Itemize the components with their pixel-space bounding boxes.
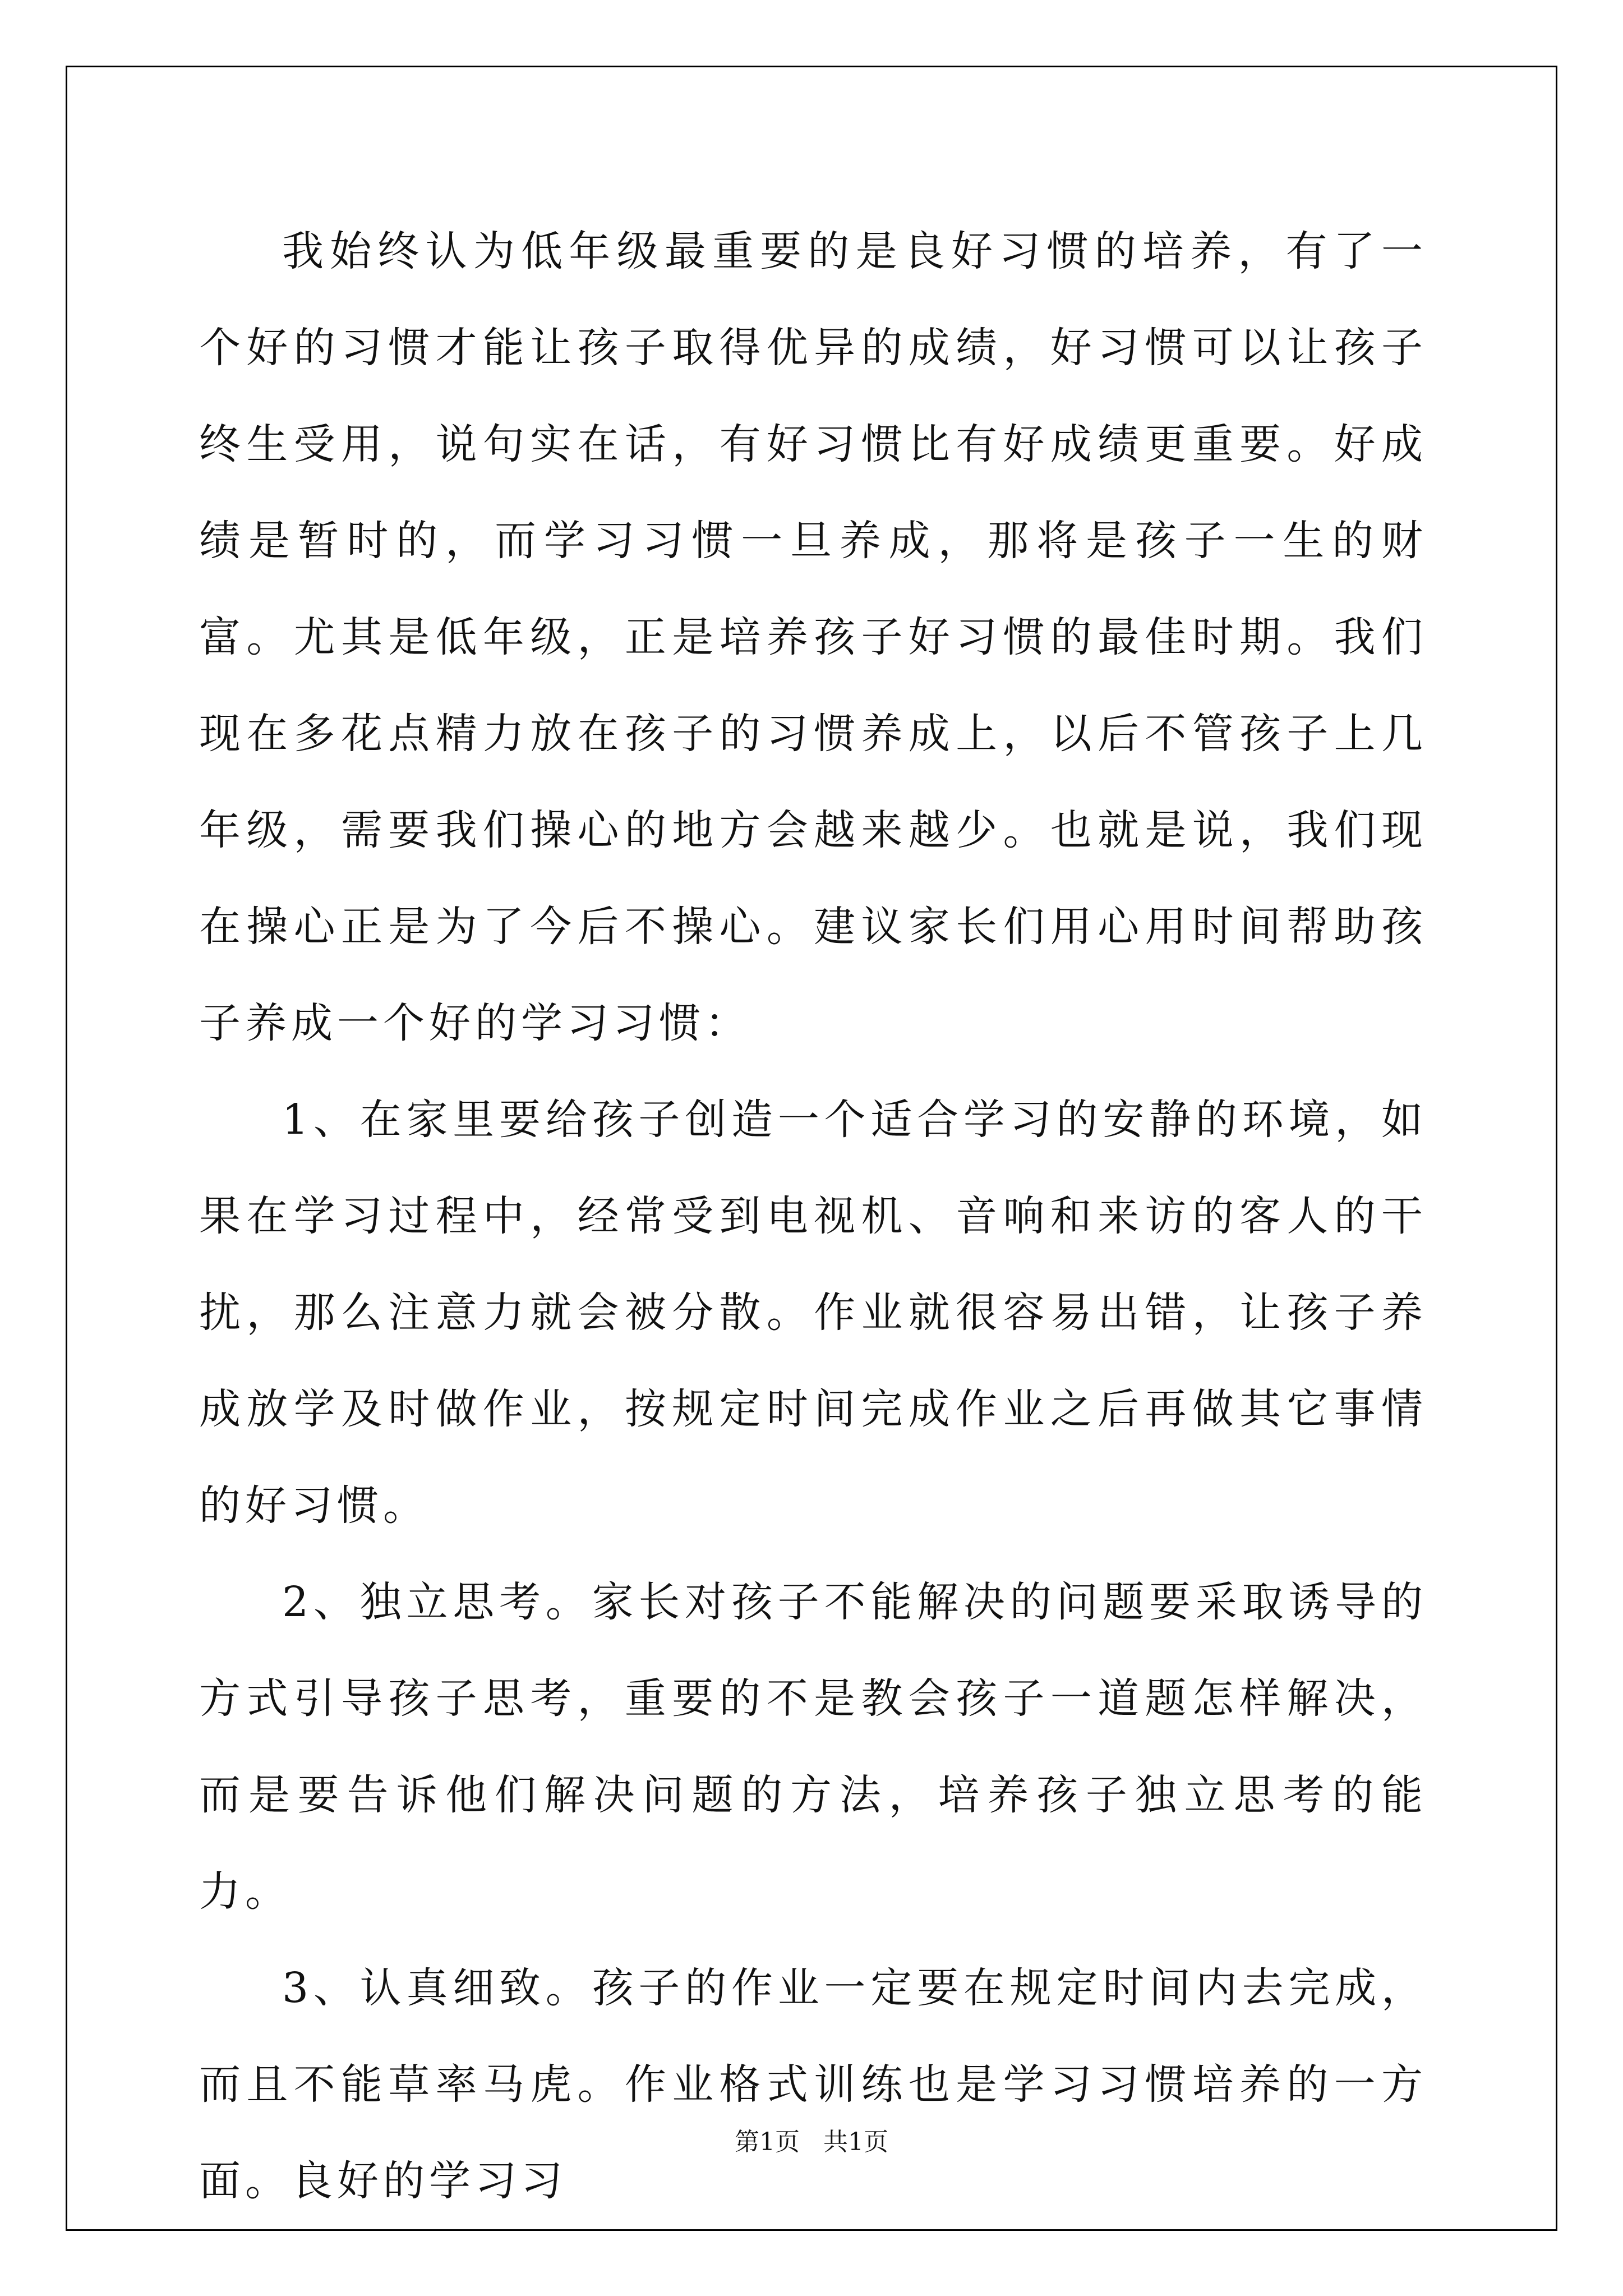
paragraph-item-3: 3、认真细致。孩子的作业一定要在规定时间内去完成，而且不能草率马虎。作业格式训练也是学习习惯培养的一方面。良好的学习习 [199, 1964, 1427, 2205]
page-number-footer: 第1页 共1页 [735, 2128, 888, 2156]
paragraph-item-1: 1、在家里要给孩子创造一个适合学习的安静的环境，如果在学习过程中，经常受到电视机、音响和来访的客人的干扰，那么注意力就会被分散。作业就很容易出错，让孩子养成放学及时做作业，按规定时间完成作业之后再做其它事情的好习惯。 [199, 1096, 1427, 1530]
document-body [199, 203, 1427, 2229]
paragraph-item-2: 2、独立思考。家长对孩子不能解决的问题要采取诱导的方式引导孩子思考，重要的不是教会孩子一道题怎样解决，而是要告诉他们解决问题的方法，培养孩子独立思考的能力。 [199, 1578, 1427, 1916]
paragraph-intro: 我始终认为低年级最重要的是良好习惯的培养，有了一个好的习惯才能让孩子取得优异的成绩，好习惯可以让孩子终生受用，说句实在话，有好习惯比有好成绩更重要。好成绩是暂时的，而学习习惯一旦养成，那将是孩子一生的财富。尤其是低年级，正是培养孩子好习惯的最佳时期。我们现在多花点精力放在孩子的习惯养成上，以后不管孩子上几年级，需要我们操心的地方会越来越少。也就是说，我们现在操心正是为了今后不操心。建议家长们用心用时间帮助孩子养成一个好的学习习惯： [199, 227, 1427, 1047]
